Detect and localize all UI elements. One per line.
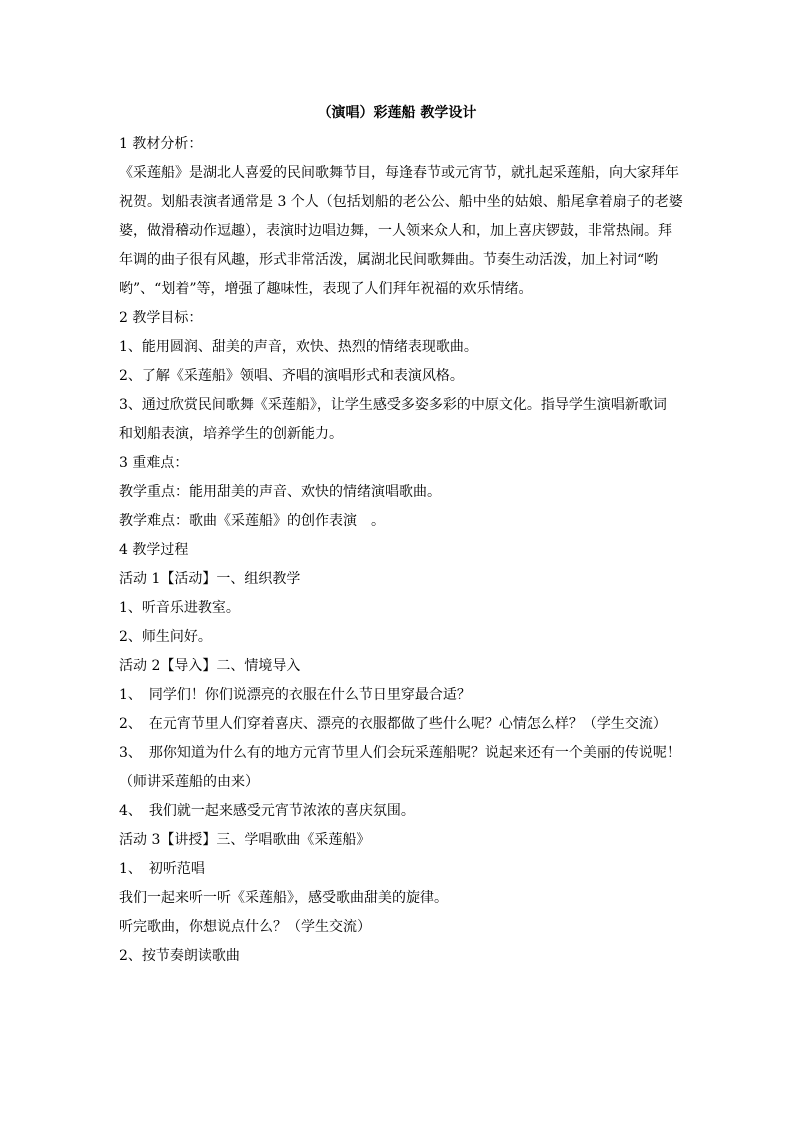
text-line: 1、 同学们！你们说漂亮的衣服在什么节日里穿最合适？ xyxy=(119,687,471,703)
paragraph-key-point xyxy=(119,478,679,507)
paragraph-activity-2-heading xyxy=(119,652,679,681)
text-line: 1、听音乐进教室。 xyxy=(119,600,240,616)
text-line: 《采莲船》是湖北人喜爱的民间歌舞节目，每逢春节或元宵节，就扎起采莲船，向大家拜年 xyxy=(119,165,679,181)
text-line: 3、通过欣赏民间歌舞《采莲船》，让学生感受多姿多彩的中原文化。指导学生演唱新歌词 xyxy=(119,397,667,413)
text-line: 3 重难点： xyxy=(119,455,189,471)
text-line: 活动 1【活动】一、组织教学 xyxy=(119,571,301,587)
text-line: 4 教学过程 xyxy=(119,542,189,558)
text-line: 年调的曲子很有风趣，形式非常活泼，属湖北民间歌舞曲。节奏生动活泼，加上衬词“哟 xyxy=(119,252,659,268)
text-line: 哟”、“划着”等，增强了趣味性，表现了人们拜年祝福的欢乐情绪。 xyxy=(119,281,533,297)
paragraph-activity-2-step-3 xyxy=(119,739,679,797)
paragraph-activity-2-step-4 xyxy=(119,797,679,826)
text-line: 2、师生问好。 xyxy=(119,629,212,645)
text-line: 活动 2【导入】二、情境导入 xyxy=(119,658,301,674)
text-line: 教学难点：歌曲《采莲船》的创作表演 。 xyxy=(119,513,385,529)
paragraph-goal-2 xyxy=(119,362,679,391)
text-line: 我们一起来听一听《采莲船》，感受歌曲甜美的旋律。 xyxy=(119,890,448,906)
paragraph-difficult-point xyxy=(119,507,679,536)
paragraph-goal-1 xyxy=(119,333,679,362)
paragraph-activity-3-step-1-text-a xyxy=(119,884,679,913)
document-body xyxy=(119,130,683,971)
paragraph-goal-3 xyxy=(119,391,679,449)
paragraph-activity-3-step-1-text-b xyxy=(119,913,679,942)
paragraph-section-1-heading xyxy=(119,130,679,159)
text-line: 4、 我们就一起来感受元宵节浓浓的喜庆氛围。 xyxy=(119,803,415,819)
paragraph-section-4-heading xyxy=(119,536,679,565)
text-line: 1、 初听范唱 xyxy=(119,861,205,877)
text-line: 1 教材分析： xyxy=(119,136,203,152)
paragraph-activity-3-heading xyxy=(119,826,679,855)
paragraph-activity-2-step-1 xyxy=(119,681,679,710)
paragraph-activity-1-heading xyxy=(119,565,679,594)
document-title: （演唱）彩莲船 教学设计 xyxy=(317,105,477,121)
text-line: 教学重点：能用甜美的声音、欢快的情绪演唱歌曲。 xyxy=(119,484,441,500)
text-line: 3、 那你知道为什么有的地方元宵节里人们会玩采莲船呢？说起来还有一个美丽的传说呢！ xyxy=(119,745,681,761)
text-line: 和划船表演，培养学生的创新能力。 xyxy=(119,426,343,442)
text-line: 2、了解《采莲船》领唱、齐唱的演唱形式和表演风格。 xyxy=(119,368,464,384)
text-line: 2 教学目标： xyxy=(119,310,203,326)
paragraph-activity-3-step-2 xyxy=(119,942,679,971)
paragraph-activity-2-step-2 xyxy=(119,710,679,739)
text-line: 2、 在元宵节里人们穿着喜庆、漂亮的衣服都做了些什么呢？心情怎么样？（学生交流） xyxy=(119,716,667,732)
paragraph-activity-1-step-1 xyxy=(119,594,679,623)
text-line: 活动 3【讲授】三、学唱歌曲《采莲船》 xyxy=(119,832,371,848)
text-line: 1、能用圆润、甜美的声音，欢快、热烈的情绪表现歌曲。 xyxy=(119,339,478,355)
paragraph-section-2-heading xyxy=(119,304,679,333)
paragraph-activity-3-step-1 xyxy=(119,855,679,884)
text-line: 婆，做滑稽动作逗趣），表演时边唱边舞，一人领来众人和，加上喜庆锣鼓，非常热闹。拜 xyxy=(119,223,672,239)
text-line: 2、按节奏朗读歌曲 xyxy=(119,948,240,964)
text-line: 听完歌曲，你想说点什么？（学生交流） xyxy=(119,919,371,935)
paragraph-activity-1-step-2 xyxy=(119,623,679,652)
paragraph-section-1-body xyxy=(119,159,683,304)
text-line: 祝贺。划船表演者通常是 3 个人（包括划船的老公公、船中坐的姑娘、船尾拿着扇子的老婆 xyxy=(119,194,683,210)
paragraph-section-3-heading xyxy=(119,449,679,478)
text-line: （师讲采莲船的由来） xyxy=(119,774,259,790)
